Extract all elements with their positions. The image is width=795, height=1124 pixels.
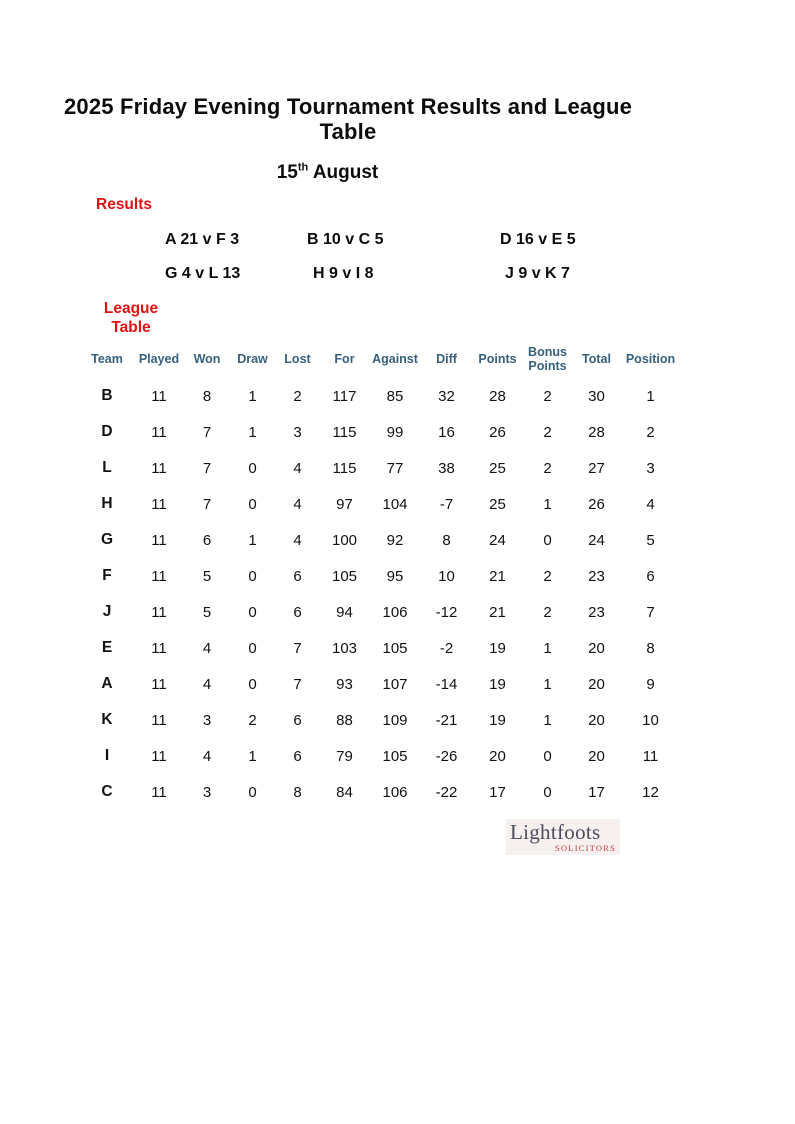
stat-cell: 11	[151, 387, 167, 405]
stat-cell: 92	[386, 531, 404, 549]
team-cell: D	[101, 423, 113, 440]
stat-cell: 3	[646, 459, 655, 477]
stat-cell: 11	[151, 711, 167, 729]
stat-cell: 7	[202, 495, 212, 513]
stat-cell: 106	[382, 603, 408, 621]
stat-cell: 105	[382, 747, 408, 765]
stat-cell: 105	[331, 567, 358, 585]
stat-cell: -21	[435, 711, 458, 729]
stat-cell: 0	[248, 567, 257, 585]
stat-cell: -14	[435, 675, 458, 693]
stat-cell: 0	[248, 639, 257, 657]
stat-cell: 10	[438, 567, 455, 585]
stat-cell: 107	[382, 675, 408, 693]
stat-cell: 11	[151, 783, 167, 801]
stat-cell: 25	[489, 459, 506, 477]
stat-cell: 11	[151, 531, 167, 549]
lightfoots-logo	[506, 819, 620, 855]
match-result: B 10 v C 5	[307, 231, 384, 248]
stat-cell: 20	[588, 747, 605, 765]
stat-cell: 95	[386, 567, 404, 585]
stat-cell: 9	[646, 675, 655, 693]
stat-cell: 4	[293, 495, 302, 513]
stat-cell: 8	[442, 531, 451, 549]
table-header-row	[80, 340, 680, 378]
stat-cell: 8	[293, 783, 302, 801]
stat-cell: 4	[202, 675, 212, 693]
stat-cell: 11	[151, 495, 167, 513]
stat-cell: 4	[293, 531, 302, 549]
stat-cell: 7	[293, 675, 302, 693]
stat-cell: 97	[336, 495, 353, 513]
stat-cell: 23	[588, 603, 605, 621]
stat-cell: 7	[646, 603, 655, 621]
stat-cell: 100	[331, 531, 358, 549]
stat-cell: 105	[382, 639, 408, 657]
stat-cell: 0	[543, 747, 552, 765]
column-header-against: Against	[372, 352, 418, 366]
logo-subtitle: SOLICITORS	[555, 843, 616, 853]
stat-cell: 11	[151, 747, 167, 765]
stat-cell: 26	[588, 495, 605, 513]
team-cell: H	[101, 495, 113, 512]
date-month: August	[308, 162, 379, 183]
stat-cell: 6	[646, 567, 655, 585]
stat-cell: 21	[489, 567, 506, 585]
stat-cell: 32	[438, 387, 455, 405]
stat-cell: 106	[382, 783, 408, 801]
stat-cell: 4	[202, 747, 212, 765]
stat-cell: 5	[646, 531, 655, 549]
date-day: 15	[276, 162, 298, 183]
stat-cell: 4	[202, 639, 212, 657]
stat-cell: 0	[248, 459, 257, 477]
stat-cell: 79	[336, 747, 353, 765]
stat-cell: 17	[489, 783, 506, 801]
stat-cell: 0	[248, 495, 257, 513]
stat-cell: 2	[543, 567, 552, 585]
team-cell: F	[102, 567, 112, 584]
stat-cell: 1	[248, 747, 257, 765]
stat-cell: 24	[588, 531, 605, 549]
results-heading: Results	[96, 196, 152, 213]
stat-cell: 5	[202, 603, 212, 621]
table-row	[80, 414, 680, 450]
stat-cell: 3	[293, 423, 302, 441]
match-result: A 21 v F 3	[165, 231, 240, 248]
match-result: D 16 v E 5	[500, 231, 576, 248]
stat-cell: 7	[202, 423, 212, 441]
table-row	[80, 738, 680, 774]
logo-name: Lightfoots	[510, 820, 601, 844]
stat-cell: 10	[642, 711, 659, 729]
league-heading-line1: League	[103, 300, 159, 317]
stat-cell: 21	[489, 603, 506, 621]
stat-cell: 28	[588, 423, 605, 441]
stat-cell: -22	[435, 783, 458, 801]
table-row	[80, 774, 680, 810]
table-row	[80, 486, 680, 522]
stat-cell: 2	[543, 603, 552, 621]
column-header-won: Won	[193, 352, 221, 366]
stat-cell: -26	[435, 747, 458, 765]
stat-cell: 17	[588, 783, 605, 801]
stat-cell: 93	[336, 675, 353, 693]
stat-cell: 0	[248, 603, 257, 621]
stat-cell: 8	[202, 387, 212, 405]
stat-cell: 11	[151, 567, 167, 585]
table-row	[80, 522, 680, 558]
page-title: 2025 Friday Evening Tournament Results and League Table	[63, 94, 633, 144]
column-header-points: Points	[478, 352, 517, 366]
stat-cell: 104	[382, 495, 408, 513]
stat-cell: 2	[646, 423, 655, 441]
stat-cell: 25	[489, 495, 506, 513]
stat-cell: 103	[331, 639, 358, 657]
stat-cell: 6	[202, 531, 212, 549]
stat-cell: 11	[151, 639, 167, 657]
stat-cell: 11	[151, 603, 167, 621]
stat-cell: 117	[332, 387, 357, 405]
stat-cell: 1	[248, 531, 257, 549]
team-cell: B	[101, 387, 113, 404]
stat-cell: -12	[435, 603, 458, 621]
stat-cell: 2	[248, 711, 257, 729]
stat-cell: 77	[386, 459, 404, 477]
stat-cell: 38	[438, 459, 455, 477]
stat-cell: 11	[151, 423, 167, 441]
stat-cell: 12	[642, 783, 659, 801]
team-cell: I	[104, 747, 110, 764]
stat-cell: 1	[543, 639, 552, 657]
league-table	[80, 340, 680, 810]
team-cell: E	[101, 639, 113, 656]
table-row	[80, 630, 680, 666]
stat-cell: 2	[293, 387, 302, 405]
stat-cell: 109	[382, 711, 408, 729]
team-cell: A	[101, 675, 113, 692]
match-result: J 9 v K 7	[505, 265, 570, 282]
stat-cell: 1	[543, 675, 552, 693]
league-table-heading	[93, 299, 169, 337]
stat-cell: 1	[543, 711, 552, 729]
stat-cell: 19	[489, 675, 506, 693]
stat-cell: 5	[202, 567, 212, 585]
column-header-bonus-points: Bonus Points	[528, 345, 567, 373]
column-header-team: Team	[91, 352, 123, 366]
stat-cell: 2	[543, 387, 552, 405]
stat-cell: 7	[202, 459, 212, 477]
stat-cell: 11	[151, 459, 167, 477]
column-header-total: Total	[582, 352, 611, 366]
column-header-diff: Diff	[436, 352, 457, 366]
stat-cell: 23	[588, 567, 605, 585]
table-row	[80, 666, 680, 702]
stat-cell: 1	[248, 423, 257, 441]
stat-cell: 88	[336, 711, 353, 729]
stat-cell: 20	[588, 675, 605, 693]
stat-cell: 24	[489, 531, 506, 549]
stat-cell: 20	[588, 711, 605, 729]
stat-cell: 11	[642, 747, 659, 765]
stat-cell: 2	[543, 459, 552, 477]
stat-cell: 26	[489, 423, 506, 441]
team-cell: G	[100, 531, 114, 548]
stat-cell: 30	[588, 387, 605, 405]
stat-cell: 0	[543, 531, 552, 549]
stat-cell: 115	[332, 423, 357, 441]
column-header-position: Position	[625, 352, 676, 366]
stat-cell: 20	[489, 747, 506, 765]
column-header-lost: Lost	[284, 352, 311, 366]
stat-cell: 3	[202, 783, 212, 801]
stat-cell: 3	[202, 711, 212, 729]
team-cell: J	[102, 603, 112, 620]
stat-cell: 85	[386, 387, 404, 405]
column-header-played: Played	[138, 352, 180, 366]
column-header-draw: Draw	[237, 352, 268, 366]
team-cell: K	[101, 711, 113, 728]
match-result: H 9 v I 8	[313, 265, 374, 282]
stat-cell: 6	[293, 711, 302, 729]
stat-cell: 16	[438, 423, 455, 441]
table-row	[80, 378, 680, 414]
stat-cell: 27	[588, 459, 605, 477]
team-cell: C	[101, 783, 113, 800]
match-result: G 4 v L 13	[165, 265, 241, 282]
stat-cell: 2	[543, 423, 552, 441]
stat-cell: -7	[439, 495, 454, 513]
stat-cell: 19	[489, 639, 506, 657]
stat-cell: 19	[489, 711, 506, 729]
stat-cell: 8	[646, 639, 655, 657]
stat-cell: 0	[248, 675, 257, 693]
stat-cell: 28	[489, 387, 506, 405]
stat-cell: 115	[332, 459, 357, 477]
team-cell: L	[102, 459, 112, 476]
table-row	[80, 558, 680, 594]
stat-cell: 6	[293, 567, 302, 585]
stat-cell: 1	[543, 495, 552, 513]
stat-cell: 99	[386, 423, 404, 441]
stat-cell: 6	[293, 747, 302, 765]
stat-cell: 6	[293, 603, 302, 621]
date-ordinal-suffix: th	[297, 161, 309, 174]
stat-cell: 11	[151, 675, 167, 693]
column-header-for: For	[334, 352, 355, 366]
stat-cell: 0	[543, 783, 552, 801]
table-row	[80, 702, 680, 738]
stat-cell: 94	[336, 603, 353, 621]
stat-cell: 4	[646, 495, 655, 513]
table-row	[80, 450, 680, 486]
stat-cell: -2	[439, 639, 454, 657]
stat-cell: 20	[588, 639, 605, 657]
stat-cell: 4	[293, 459, 302, 477]
stat-cell: 7	[293, 639, 302, 657]
stat-cell: 1	[248, 387, 257, 405]
stat-cell: 84	[336, 783, 353, 801]
league-table-body	[80, 378, 680, 810]
stat-cell: 0	[248, 783, 257, 801]
stat-cell: 1	[646, 387, 655, 405]
date-heading	[45, 162, 610, 184]
league-heading-line2: Table	[111, 319, 151, 336]
table-row	[80, 594, 680, 630]
